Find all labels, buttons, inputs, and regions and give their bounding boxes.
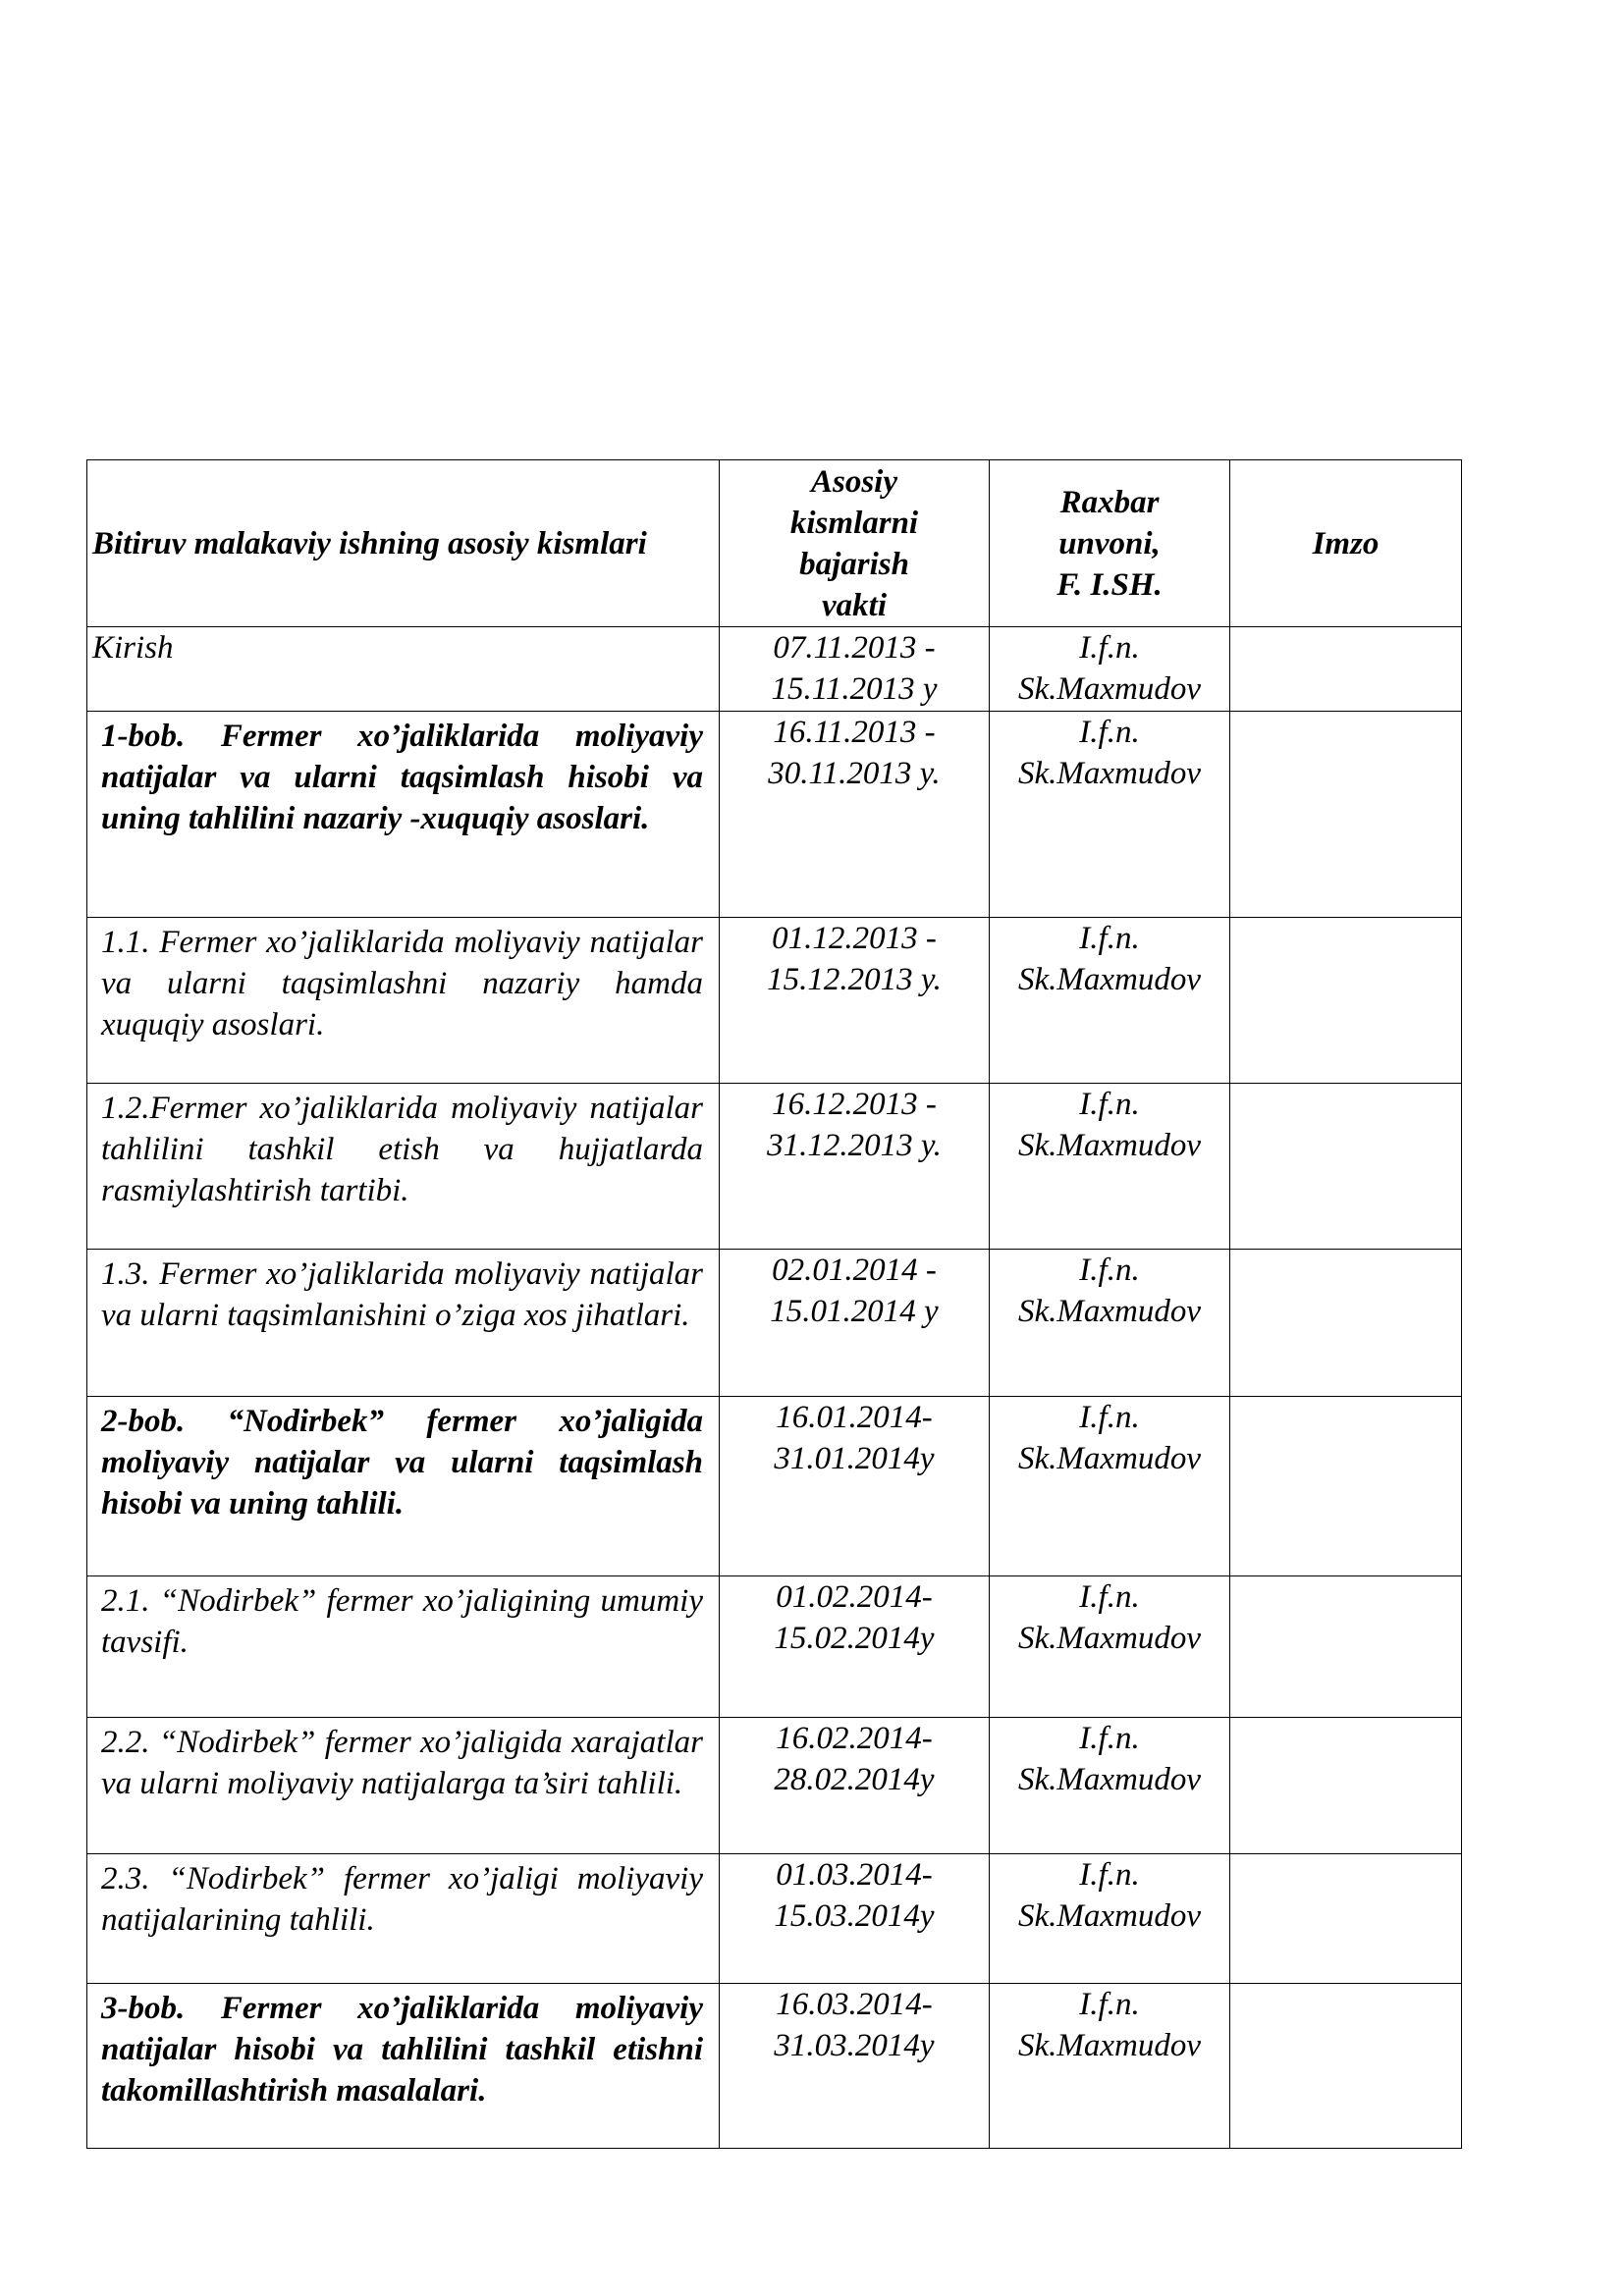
deadline-cell: 07.11.2013 - 15.11.2013 y xyxy=(720,627,990,712)
signature-cell[interactable] xyxy=(1230,712,1462,918)
deadline-cell: 02.01.2014 - 15.01.2014 y xyxy=(720,1250,990,1397)
signature-cell[interactable] xyxy=(1230,1984,1462,2149)
part-cell: 2.3. “Nodirbek” fermer xo’jaligi moliyaviy natijalarining tahlili. xyxy=(87,1854,720,1984)
part-cell: 2.2. “Nodirbek” fermer xo’jaligida xarajatlar va ularni moliyaviy natijalarga ta’siri tahlili. xyxy=(87,1718,720,1854)
signature-cell[interactable] xyxy=(1230,918,1462,1084)
advisor-cell: I.f.n. Sk.Maxmudov xyxy=(990,1250,1230,1397)
header-parts: Bitiruv malakaviy ishning asosiy kismlari xyxy=(87,460,720,627)
deadline-cell: 16.11.2013 - 30.11.2013 y. xyxy=(720,712,990,918)
advisor-cell: I.f.n. Sk.Maxmudov xyxy=(990,1576,1230,1718)
part-cell: 1.3. Fermer xo’jaliklarida moliyaviy natijalar va ularni taqsimlanishini o’ziga xos jihatlari. xyxy=(87,1250,720,1397)
signature-cell[interactable] xyxy=(1230,1084,1462,1250)
table-row xyxy=(87,1576,1462,1718)
advisor-cell: I.f.n. Sk.Maxmudov xyxy=(990,1984,1230,2149)
table-row xyxy=(87,712,1462,918)
header-signature: Imzo xyxy=(1230,460,1462,627)
table-row xyxy=(87,1854,1462,1984)
signature-cell[interactable] xyxy=(1230,1854,1462,1984)
part-cell: 1-bob. Fermer xo’jaliklarida moliyaviy natijalar va ularni taqsimlash hisobi va uning tahlilini nazariy -xuquqiy asoslari. xyxy=(87,712,720,918)
part-cell: 1.1. Fermer xo’jaliklarida moliyaviy natijalar va ularni taqsimlashni nazariy hamda xuquqiy asoslari. xyxy=(87,918,720,1084)
advisor-cell: I.f.n. Sk.Maxmudov xyxy=(990,1397,1230,1576)
advisor-cell: I.f.n. Sk.Maxmudov xyxy=(990,627,1230,712)
deadline-cell: 16.02.2014- 28.02.2014y xyxy=(720,1718,990,1854)
part-cell: 2.1. “Nodirbek” fermer xo’jaligining umumiy tavsifi. xyxy=(87,1576,720,1718)
deadline-cell: 01.02.2014- 15.02.2014y xyxy=(720,1576,990,1718)
advisor-cell: I.f.n. Sk.Maxmudov xyxy=(990,712,1230,918)
advisor-cell: I.f.n. Sk.Maxmudov xyxy=(990,1854,1230,1984)
header-deadline: Asosiy kismlarni bajarish vakti xyxy=(720,460,990,627)
work-plan-table xyxy=(86,459,1462,2149)
deadline-cell: 01.03.2014- 15.03.2014y xyxy=(720,1854,990,1984)
deadline-cell: 16.03.2014- 31.03.2014y xyxy=(720,1984,990,2149)
part-cell: 1.2.Fermer xo’jaliklarida moliyaviy natijalar tahlilini tashkil etish va hujjatlarda rasmiylashtirish tartibi. xyxy=(87,1084,720,1250)
header-advisor: Raxbar unvoni, F. I.SH. xyxy=(990,460,1230,627)
table-row xyxy=(87,1984,1462,2149)
signature-cell[interactable] xyxy=(1230,627,1462,712)
advisor-cell: I.f.n. Sk.Maxmudov xyxy=(990,1084,1230,1250)
table-row xyxy=(87,627,1462,712)
part-cell: Kirish xyxy=(87,627,720,712)
table-row xyxy=(87,1718,1462,1854)
table-row xyxy=(87,1250,1462,1397)
table-row xyxy=(87,1397,1462,1576)
table-row xyxy=(87,1084,1462,1250)
advisor-cell: I.f.n. Sk.Maxmudov xyxy=(990,1718,1230,1854)
signature-cell[interactable] xyxy=(1230,1576,1462,1718)
deadline-cell: 01.12.2013 - 15.12.2013 y. xyxy=(720,918,990,1084)
table-row xyxy=(87,918,1462,1084)
header-row xyxy=(87,460,1462,627)
deadline-cell: 16.12.2013 - 31.12.2013 y. xyxy=(720,1084,990,1250)
signature-cell[interactable] xyxy=(1230,1397,1462,1576)
advisor-cell: I.f.n. Sk.Maxmudov xyxy=(990,918,1230,1084)
deadline-cell: 16.01.2014- 31.01.2014y xyxy=(720,1397,990,1576)
part-cell: 2-bob. “Nodirbek” fermer xo’jaligida moliyaviy natijalar va ularni taqsimlash hisobi va uning tahlili. xyxy=(87,1397,720,1576)
signature-cell[interactable] xyxy=(1230,1718,1462,1854)
signature-cell[interactable] xyxy=(1230,1250,1462,1397)
part-cell: 3-bob. Fermer xo’jaliklarida moliyaviy natijalar hisobi va tahlilini tashkil etishni takomillashtirish masalalari. xyxy=(87,1984,720,2149)
